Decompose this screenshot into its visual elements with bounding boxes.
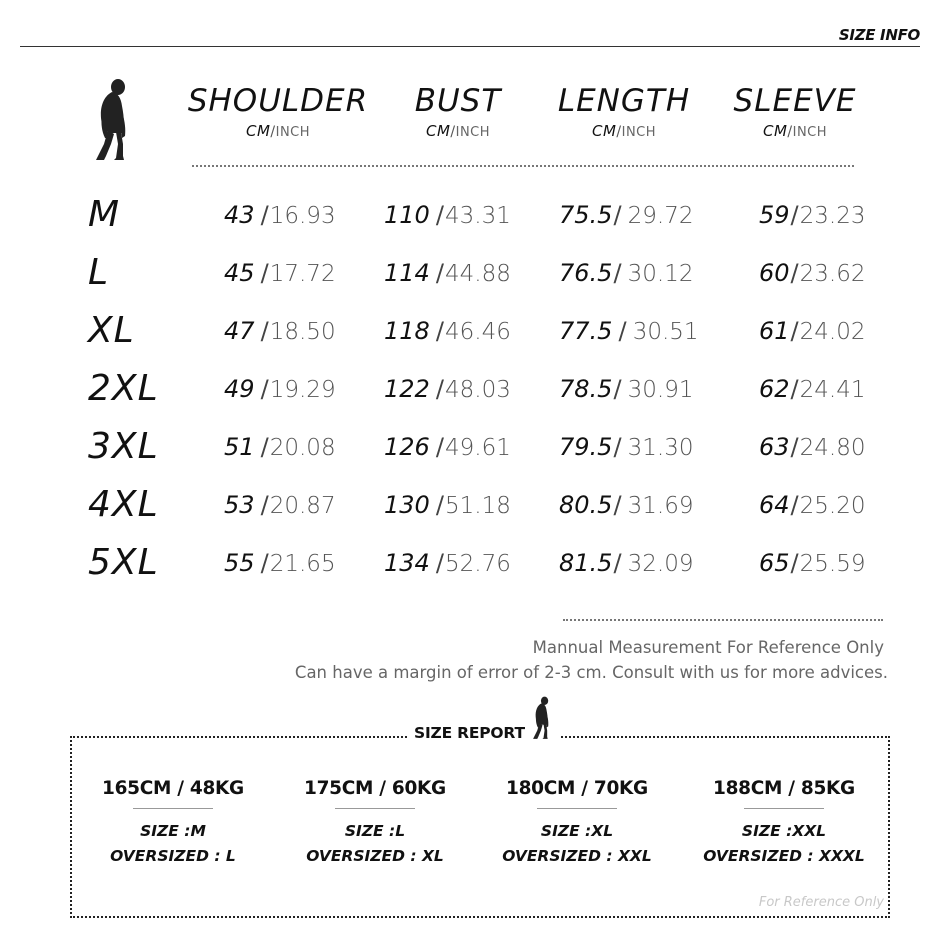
size-label: 5XL xyxy=(88,542,159,583)
column-header-sleeve xyxy=(725,83,865,140)
oversized-size: OVERSIZED : L xyxy=(110,847,236,865)
column-unit xyxy=(186,122,370,140)
value-separator: / xyxy=(260,317,269,345)
cm-value: 45 xyxy=(224,259,255,287)
cm-value: 61 xyxy=(759,317,790,345)
inch-value: 30.51 xyxy=(632,319,699,345)
cell-length xyxy=(559,317,699,345)
value-separator: / xyxy=(618,317,627,345)
inch-value: 17.72 xyxy=(269,261,336,287)
cm-value: 51 xyxy=(224,433,255,461)
cm-value: 114 xyxy=(384,259,430,287)
cell-length xyxy=(559,201,693,229)
unit-separator: / xyxy=(450,124,456,140)
unit-cm: CM xyxy=(591,122,617,140)
notes-dotted-divider xyxy=(563,619,883,621)
inch-value: 23.23 xyxy=(799,203,866,229)
value-separator: / xyxy=(435,317,444,345)
inch-value: 49.61 xyxy=(445,435,511,461)
inch-value: 24.02 xyxy=(799,319,866,345)
cm-value: 53 xyxy=(224,491,255,519)
cm-value: 134 xyxy=(384,549,430,577)
unit-cm: CM xyxy=(245,122,271,140)
inch-value: 24.41 xyxy=(799,377,866,403)
recommended-size: SIZE :M xyxy=(140,822,206,840)
value-separator: / xyxy=(260,549,269,577)
value-separator: / xyxy=(613,201,622,229)
ape-figure-small-icon xyxy=(531,694,555,742)
cm-value: 60 xyxy=(759,259,790,287)
inch-value: 44.88 xyxy=(445,261,511,287)
reference-footnote: For Reference Only xyxy=(758,895,884,910)
size-label: 4XL xyxy=(88,484,159,525)
cm-value: 62 xyxy=(759,375,790,403)
value-separator: / xyxy=(260,375,269,403)
height-weight: 165CM / 48KG xyxy=(102,778,244,799)
unit-inch: INCH xyxy=(621,125,657,140)
inch-value: 20.08 xyxy=(269,435,336,461)
column-unit xyxy=(388,122,528,140)
unit-inch: INCH xyxy=(455,125,491,140)
size-report-item xyxy=(494,778,660,869)
oversized-size: OVERSIZED : XXXL xyxy=(703,847,865,865)
item-divider xyxy=(744,808,824,809)
cell-bust xyxy=(384,259,511,287)
inch-value: 29.72 xyxy=(627,203,694,229)
value-separator: / xyxy=(613,375,622,403)
inch-value: 24.80 xyxy=(799,435,866,461)
height-weight: 180CM / 70KG xyxy=(506,778,648,799)
column-title: BUST xyxy=(414,83,502,119)
unit-cm: CM xyxy=(425,122,451,140)
size-report-title: SIZE REPORT xyxy=(414,724,525,742)
inch-value: 30.12 xyxy=(627,261,694,287)
cm-value: 59 xyxy=(759,201,790,229)
cell-shoulder xyxy=(224,491,336,519)
cm-value: 79.5 xyxy=(559,433,613,461)
unit-inch: INCH xyxy=(792,125,828,140)
header-dotted-divider xyxy=(192,165,854,167)
cell-shoulder xyxy=(224,201,336,229)
value-separator: / xyxy=(435,201,444,229)
margin-of-error-note: Can have a margin of error of 2-3 cm. Consult with us for more advices. xyxy=(294,663,888,682)
inch-value: 43.31 xyxy=(445,203,511,229)
recommended-size: SIZE :XL xyxy=(540,822,614,840)
inch-value: 23.62 xyxy=(799,261,866,287)
cell-length xyxy=(559,549,693,577)
size-label: M xyxy=(88,194,121,235)
column-header-bust xyxy=(388,83,528,140)
value-separator: / xyxy=(435,491,444,519)
size-label: XL xyxy=(88,310,135,351)
value-separator: / xyxy=(435,549,444,577)
value-separator: / xyxy=(435,433,444,461)
height-weight: 188CM / 85KG xyxy=(713,778,855,799)
size-report-item xyxy=(90,778,256,869)
column-unit xyxy=(547,122,701,140)
inch-value: 21.65 xyxy=(269,551,336,577)
oversized-size: OVERSIZED : XXL xyxy=(502,847,652,865)
item-divider xyxy=(335,808,415,809)
cm-value: 47 xyxy=(224,317,255,345)
cell-sleeve xyxy=(759,491,866,519)
value-separator: / xyxy=(613,549,622,577)
cell-length xyxy=(559,375,693,403)
cell-bust xyxy=(384,433,511,461)
inch-value: 30.91 xyxy=(627,377,694,403)
cm-value: 55 xyxy=(224,549,255,577)
value-separator: / xyxy=(613,433,622,461)
cell-length xyxy=(559,259,693,287)
value-separator: / xyxy=(790,201,799,229)
inch-value: 31.30 xyxy=(627,435,694,461)
value-separator: / xyxy=(435,259,444,287)
cm-value: 130 xyxy=(384,491,430,519)
inch-value: 32.09 xyxy=(627,551,694,577)
cell-bust xyxy=(384,317,511,345)
unit-cm: CM xyxy=(762,122,788,140)
cell-length xyxy=(559,491,693,519)
value-separator: / xyxy=(260,491,269,519)
value-separator: / xyxy=(790,549,799,577)
cm-value: 43 xyxy=(224,201,255,229)
cell-sleeve xyxy=(759,375,866,403)
value-separator: / xyxy=(790,259,799,287)
cell-sleeve xyxy=(759,433,866,461)
cell-shoulder xyxy=(224,259,336,287)
item-divider xyxy=(133,808,213,809)
size-report-heading xyxy=(408,694,561,742)
cell-shoulder xyxy=(224,375,336,403)
recommended-size: SIZE :XXL xyxy=(741,822,827,840)
size-info-title: SIZE INFO xyxy=(838,26,920,44)
inch-value: 19.29 xyxy=(269,377,336,403)
cm-value: 122 xyxy=(384,375,430,403)
unit-separator: / xyxy=(270,124,276,140)
cell-bust xyxy=(384,491,511,519)
recommended-size: SIZE :L xyxy=(344,822,406,840)
inch-value: 51.18 xyxy=(445,493,511,519)
value-separator: / xyxy=(435,375,444,403)
value-separator: / xyxy=(613,491,622,519)
cell-bust xyxy=(384,375,511,403)
value-separator: / xyxy=(790,491,799,519)
value-separator: / xyxy=(790,433,799,461)
cm-value: 64 xyxy=(759,491,790,519)
cm-value: 65 xyxy=(759,549,790,577)
value-separator: / xyxy=(260,201,269,229)
unit-inch: INCH xyxy=(275,125,311,140)
measurement-note: Mannual Measurement For Reference Only xyxy=(532,638,884,657)
cm-value: 75.5 xyxy=(559,201,613,229)
inch-value: 18.50 xyxy=(269,319,336,345)
cell-sleeve xyxy=(759,549,866,577)
size-label: L xyxy=(88,252,110,293)
inch-value: 25.20 xyxy=(799,493,866,519)
size-label: 2XL xyxy=(88,368,159,409)
unit-separator: / xyxy=(787,124,793,140)
ape-figure-icon xyxy=(92,78,138,162)
cell-length xyxy=(559,433,693,461)
column-title: SHOULDER xyxy=(187,83,369,119)
inch-value: 25.59 xyxy=(799,551,866,577)
cm-value: 77.5 xyxy=(559,317,613,345)
cell-sleeve xyxy=(759,201,866,229)
cm-value: 81.5 xyxy=(559,549,613,577)
oversized-size: OVERSIZED : XL xyxy=(306,847,444,865)
column-title: LENGTH xyxy=(557,83,691,119)
cm-value: 63 xyxy=(759,433,790,461)
cm-value: 118 xyxy=(384,317,430,345)
cm-value: 76.5 xyxy=(559,259,613,287)
header-divider xyxy=(20,46,920,47)
value-separator: / xyxy=(790,375,799,403)
cell-bust xyxy=(384,201,511,229)
inch-value: 20.87 xyxy=(269,493,336,519)
size-report-item xyxy=(292,778,458,869)
column-unit xyxy=(725,122,865,140)
size-label: 3XL xyxy=(88,426,159,467)
cm-value: 78.5 xyxy=(559,375,613,403)
cell-sleeve xyxy=(759,317,866,345)
inch-value: 52.76 xyxy=(445,551,511,577)
cell-shoulder xyxy=(224,433,336,461)
column-header-shoulder xyxy=(186,83,370,140)
inch-value: 31.69 xyxy=(627,493,694,519)
cell-bust xyxy=(384,549,511,577)
unit-separator: / xyxy=(616,124,622,140)
inch-value: 16.93 xyxy=(269,203,336,229)
column-header-length xyxy=(547,83,701,140)
inch-value: 48.03 xyxy=(445,377,511,403)
cell-shoulder xyxy=(224,549,336,577)
cm-value: 110 xyxy=(384,201,430,229)
cell-shoulder xyxy=(224,317,336,345)
value-separator: / xyxy=(260,433,269,461)
height-weight: 175CM / 60KG xyxy=(304,778,446,799)
cm-value: 126 xyxy=(384,433,430,461)
size-report-item xyxy=(692,778,876,869)
column-title: SLEEVE xyxy=(733,83,857,119)
cm-value: 49 xyxy=(224,375,255,403)
value-separator: / xyxy=(260,259,269,287)
item-divider xyxy=(537,808,617,809)
value-separator: / xyxy=(613,259,622,287)
cell-sleeve xyxy=(759,259,866,287)
cm-value: 80.5 xyxy=(559,491,613,519)
value-separator: / xyxy=(790,317,799,345)
inch-value: 46.46 xyxy=(445,319,511,345)
